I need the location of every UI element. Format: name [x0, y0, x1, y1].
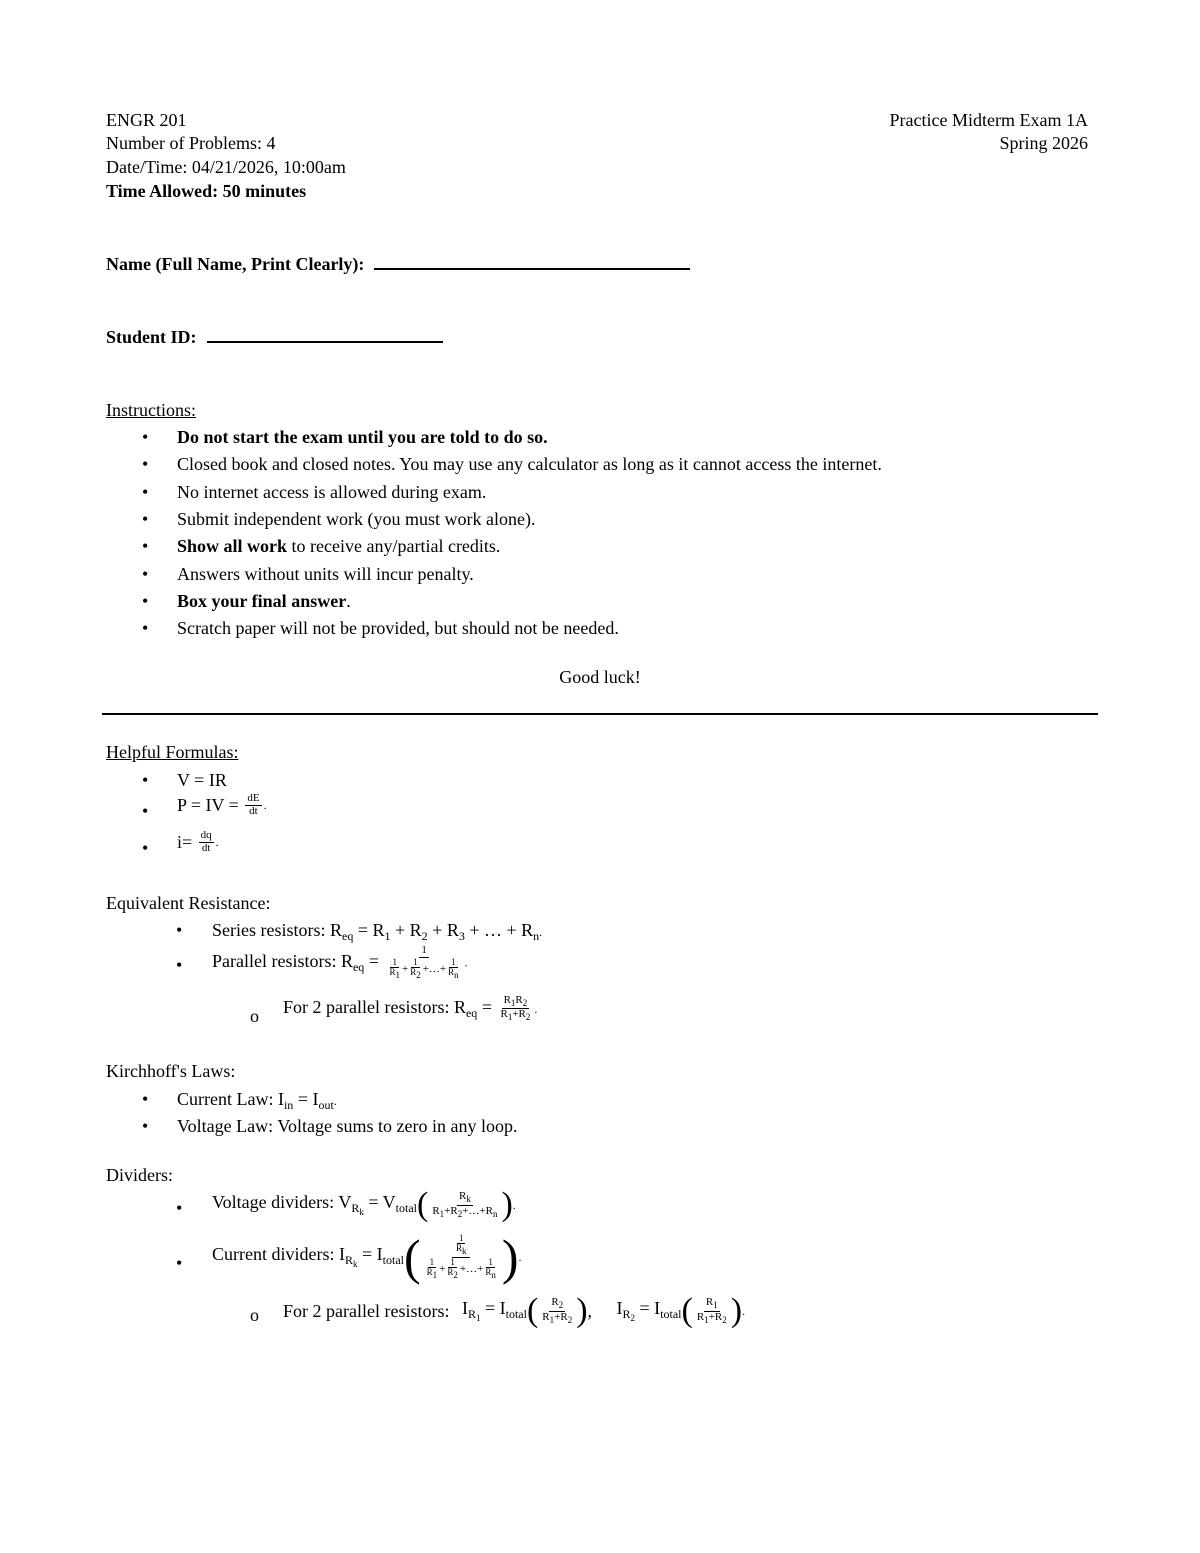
- student-id-field: [106, 327, 443, 346]
- inner-fraction: $\frac{1}{R2}$: [410, 956, 421, 980]
- bullet: •: [176, 955, 183, 975]
- bullet: •: [142, 1089, 149, 1109]
- student-id-label: Student ID:: [106, 327, 197, 347]
- voltage-divider-fraction: $\frac{R_k}{R_1+R_2+\dots+R_n}$: [432, 1190, 498, 1219]
- name-label: Name (Full Name, Print Clearly):: [106, 254, 365, 274]
- fraction-numerator: 1: [421, 944, 427, 956]
- formula-kvl: Voltage Law: Voltage sums to zero in any loop.: [177, 1116, 518, 1136]
- formula-two-parallel: [283, 995, 537, 1023]
- bullet: •: [142, 1116, 149, 1136]
- instruction-item: Answers without units will incur penalty.: [177, 564, 474, 584]
- label-text: Current dividers: I: [212, 1244, 345, 1264]
- period: .: [215, 835, 219, 850]
- formulas-heading: Helpful Formulas:: [106, 742, 239, 762]
- label-text: For 2 parallel resistors:: [283, 1301, 450, 1321]
- resistor-symbol: R: [372, 920, 385, 940]
- bullet: •: [142, 509, 149, 529]
- subscript: in: [283, 1098, 294, 1112]
- ir1-fraction: $\frac{R_2}{R_1+R_2}$: [542, 1296, 573, 1325]
- good-luck: Good luck!: [559, 667, 641, 687]
- instruction-emphasis: Show all work: [177, 536, 288, 556]
- period: .: [518, 1250, 522, 1264]
- label-text: Voltage dividers: V: [212, 1192, 352, 1212]
- inner-fraction: $\frac{1}{Rn}$: [448, 956, 459, 980]
- formula-kcl: Current Law: $I_{in} = I_{out}$.: [177, 1089, 337, 1112]
- fraction-numerator: dq: [200, 829, 212, 841]
- period: .: [534, 1001, 538, 1016]
- bullet: •: [176, 1198, 183, 1218]
- series-label: Series resistors: R: [212, 920, 342, 940]
- ir2-fraction: $\frac{R_1}{R_1+R_2}$: [696, 1296, 727, 1325]
- course-code: ENGR 201: [106, 110, 187, 130]
- current-prefix: i=: [177, 832, 193, 853]
- name-blank[interactable]: [374, 254, 690, 270]
- bullet: •: [176, 1253, 183, 1273]
- voltage-divider-label: Voltage dividers: $V_{R_k} = V_{total}$: [212, 1192, 417, 1217]
- subscript: total: [395, 1201, 417, 1215]
- ellipsis: …: [484, 920, 502, 940]
- formula-current-divider: Current dividers: $I_{R_k} = I_{total}$( $\frac{1}{Rk}$ $\frac{1}{R1}$ + $\frac{1}{R2}$ +…+ $\frac{1}{Rn}$ ).: [212, 1229, 522, 1285]
- bullet: •: [142, 801, 149, 821]
- instruction-item: Submit independent work (you must work alone).: [177, 509, 536, 529]
- formula-two-parallel-current: For 2 parallel resistors: $I_{R_1} = I_{total}$( $\frac{R_2}{R_1+R_2}$ ), $I_{R_2} = I_{total}$( $\frac{R_1}{R_1+R_2}$ ).: [283, 1292, 746, 1329]
- period: .: [512, 1198, 516, 1212]
- subscript: n: [533, 929, 540, 943]
- current-divider-label: Current dividers: $I_{R_k} = I_{total}$: [212, 1244, 404, 1269]
- instruction-item: No internet access is allowed during exam.: [177, 482, 487, 502]
- instruction-emphasis: Box your final answer: [177, 591, 347, 611]
- formula-ohm: V = IR: [177, 770, 227, 790]
- instruction-rest: .: [346, 591, 351, 611]
- power-fraction: [245, 793, 261, 817]
- bullet: •: [142, 618, 149, 638]
- instruction-item: [177, 592, 351, 610]
- instruction-item: Do not start the exam until you are told to do so.: [177, 427, 548, 447]
- instruction-rest: to receive any/partial credits.: [287, 536, 501, 556]
- bullet: •: [176, 920, 183, 940]
- instruction-item: Closed book and closed notes. You may use any calculator as long as it cannot access the internet.: [177, 454, 882, 474]
- two-parallel-label: For 2 parallel resistors: $R_{eq}$ =: [283, 997, 492, 1021]
- resistor-symbol: R: [521, 920, 534, 940]
- fraction-denominator: dt: [249, 804, 258, 817]
- inner-fraction: $\frac{1}{R1}$: [389, 956, 400, 980]
- dividers-heading: Dividers:: [106, 1165, 173, 1185]
- power-prefix: P = IV =: [177, 795, 239, 816]
- subscript: eq: [352, 960, 365, 975]
- subscript: total: [382, 1253, 404, 1267]
- resistor-symbol: R: [446, 920, 459, 940]
- subscript: eq: [342, 929, 354, 943]
- period: .: [464, 955, 468, 970]
- parallel-label: Parallel resistors: $R_{eq}$ =: [212, 951, 379, 975]
- formula-current: [177, 830, 219, 854]
- kcl-label: Current Law: I: [177, 1089, 284, 1109]
- label-text: For 2 parallel resistors: R: [283, 997, 466, 1018]
- instructions-heading: Instructions:: [106, 400, 196, 420]
- current-fraction: [199, 830, 214, 854]
- subscript: total: [660, 1307, 682, 1321]
- period: .: [333, 1094, 337, 1108]
- exam-title: Practice Midterm Exam 1A: [889, 110, 1088, 130]
- time-allowed: Time Allowed: 50 minutes: [106, 181, 307, 201]
- fraction-denominator: $\frac{1}{R1}$ + $\frac{1}{R2}$ +…+ $\frac{1}{Rn}$: [389, 956, 459, 980]
- subscript: out: [318, 1098, 334, 1112]
- period: .: [742, 1304, 746, 1318]
- bullet: •: [142, 536, 149, 556]
- instruction-item: [177, 537, 500, 555]
- bullet: •: [142, 564, 149, 584]
- subscript: eq: [465, 1006, 478, 1021]
- bullet: •: [142, 591, 149, 611]
- exam-term: Spring 2026: [999, 133, 1088, 153]
- formula-series: Series resistors: $R_{eq} = R_1 + R_2 + R_3$ + … + $R_n$.: [212, 920, 543, 943]
- fraction-numerator: dE: [247, 792, 260, 804]
- bullet: •: [142, 427, 149, 447]
- formula-power: [177, 793, 267, 817]
- circle-bullet: o: [250, 1305, 259, 1325]
- formula-voltage-divider: Voltage dividers: $V_{R_k} = V_{total}$( $\frac{R_k}{R_1+R_2+\dots+R_n}$ ).: [212, 1186, 516, 1223]
- instruction-item: Scratch paper will not be provided, but should not be needed.: [177, 618, 619, 638]
- parallel-fraction: [385, 945, 462, 980]
- formula-parallel: [212, 945, 468, 980]
- bullet: •: [142, 770, 149, 790]
- bullet: •: [142, 482, 149, 502]
- exam-datetime: Date/Time: 04/21/2026, 10:00am: [106, 157, 346, 177]
- section-divider: [102, 713, 1098, 715]
- student-id-blank[interactable]: [207, 327, 443, 343]
- period: .: [263, 798, 267, 813]
- resistor-symbol: R: [409, 920, 422, 940]
- two-parallel-fraction: $\frac{R_1R_2}{R_1+R_2}$: [500, 994, 531, 1023]
- current-divider-fraction: $\frac{1}{Rk}$ $\frac{1}{R1}$ + $\frac{1}{R2}$ +…+ $\frac{1}{Rn}$: [426, 1232, 496, 1280]
- fraction-denominator: dt: [201, 841, 211, 854]
- bullet: •: [142, 838, 149, 858]
- bullet: •: [142, 454, 149, 474]
- name-field: [106, 254, 690, 273]
- period: .: [539, 925, 543, 939]
- circle-bullet: o: [250, 1006, 259, 1026]
- resistance-heading: Equivalent Resistance:: [106, 893, 271, 913]
- kirchhoff-heading: Kirchhoff's Laws:: [106, 1061, 236, 1081]
- label-text: Parallel resistors: R: [212, 951, 353, 972]
- subscript: total: [505, 1307, 527, 1321]
- num-problems: Number of Problems: 4: [106, 133, 276, 153]
